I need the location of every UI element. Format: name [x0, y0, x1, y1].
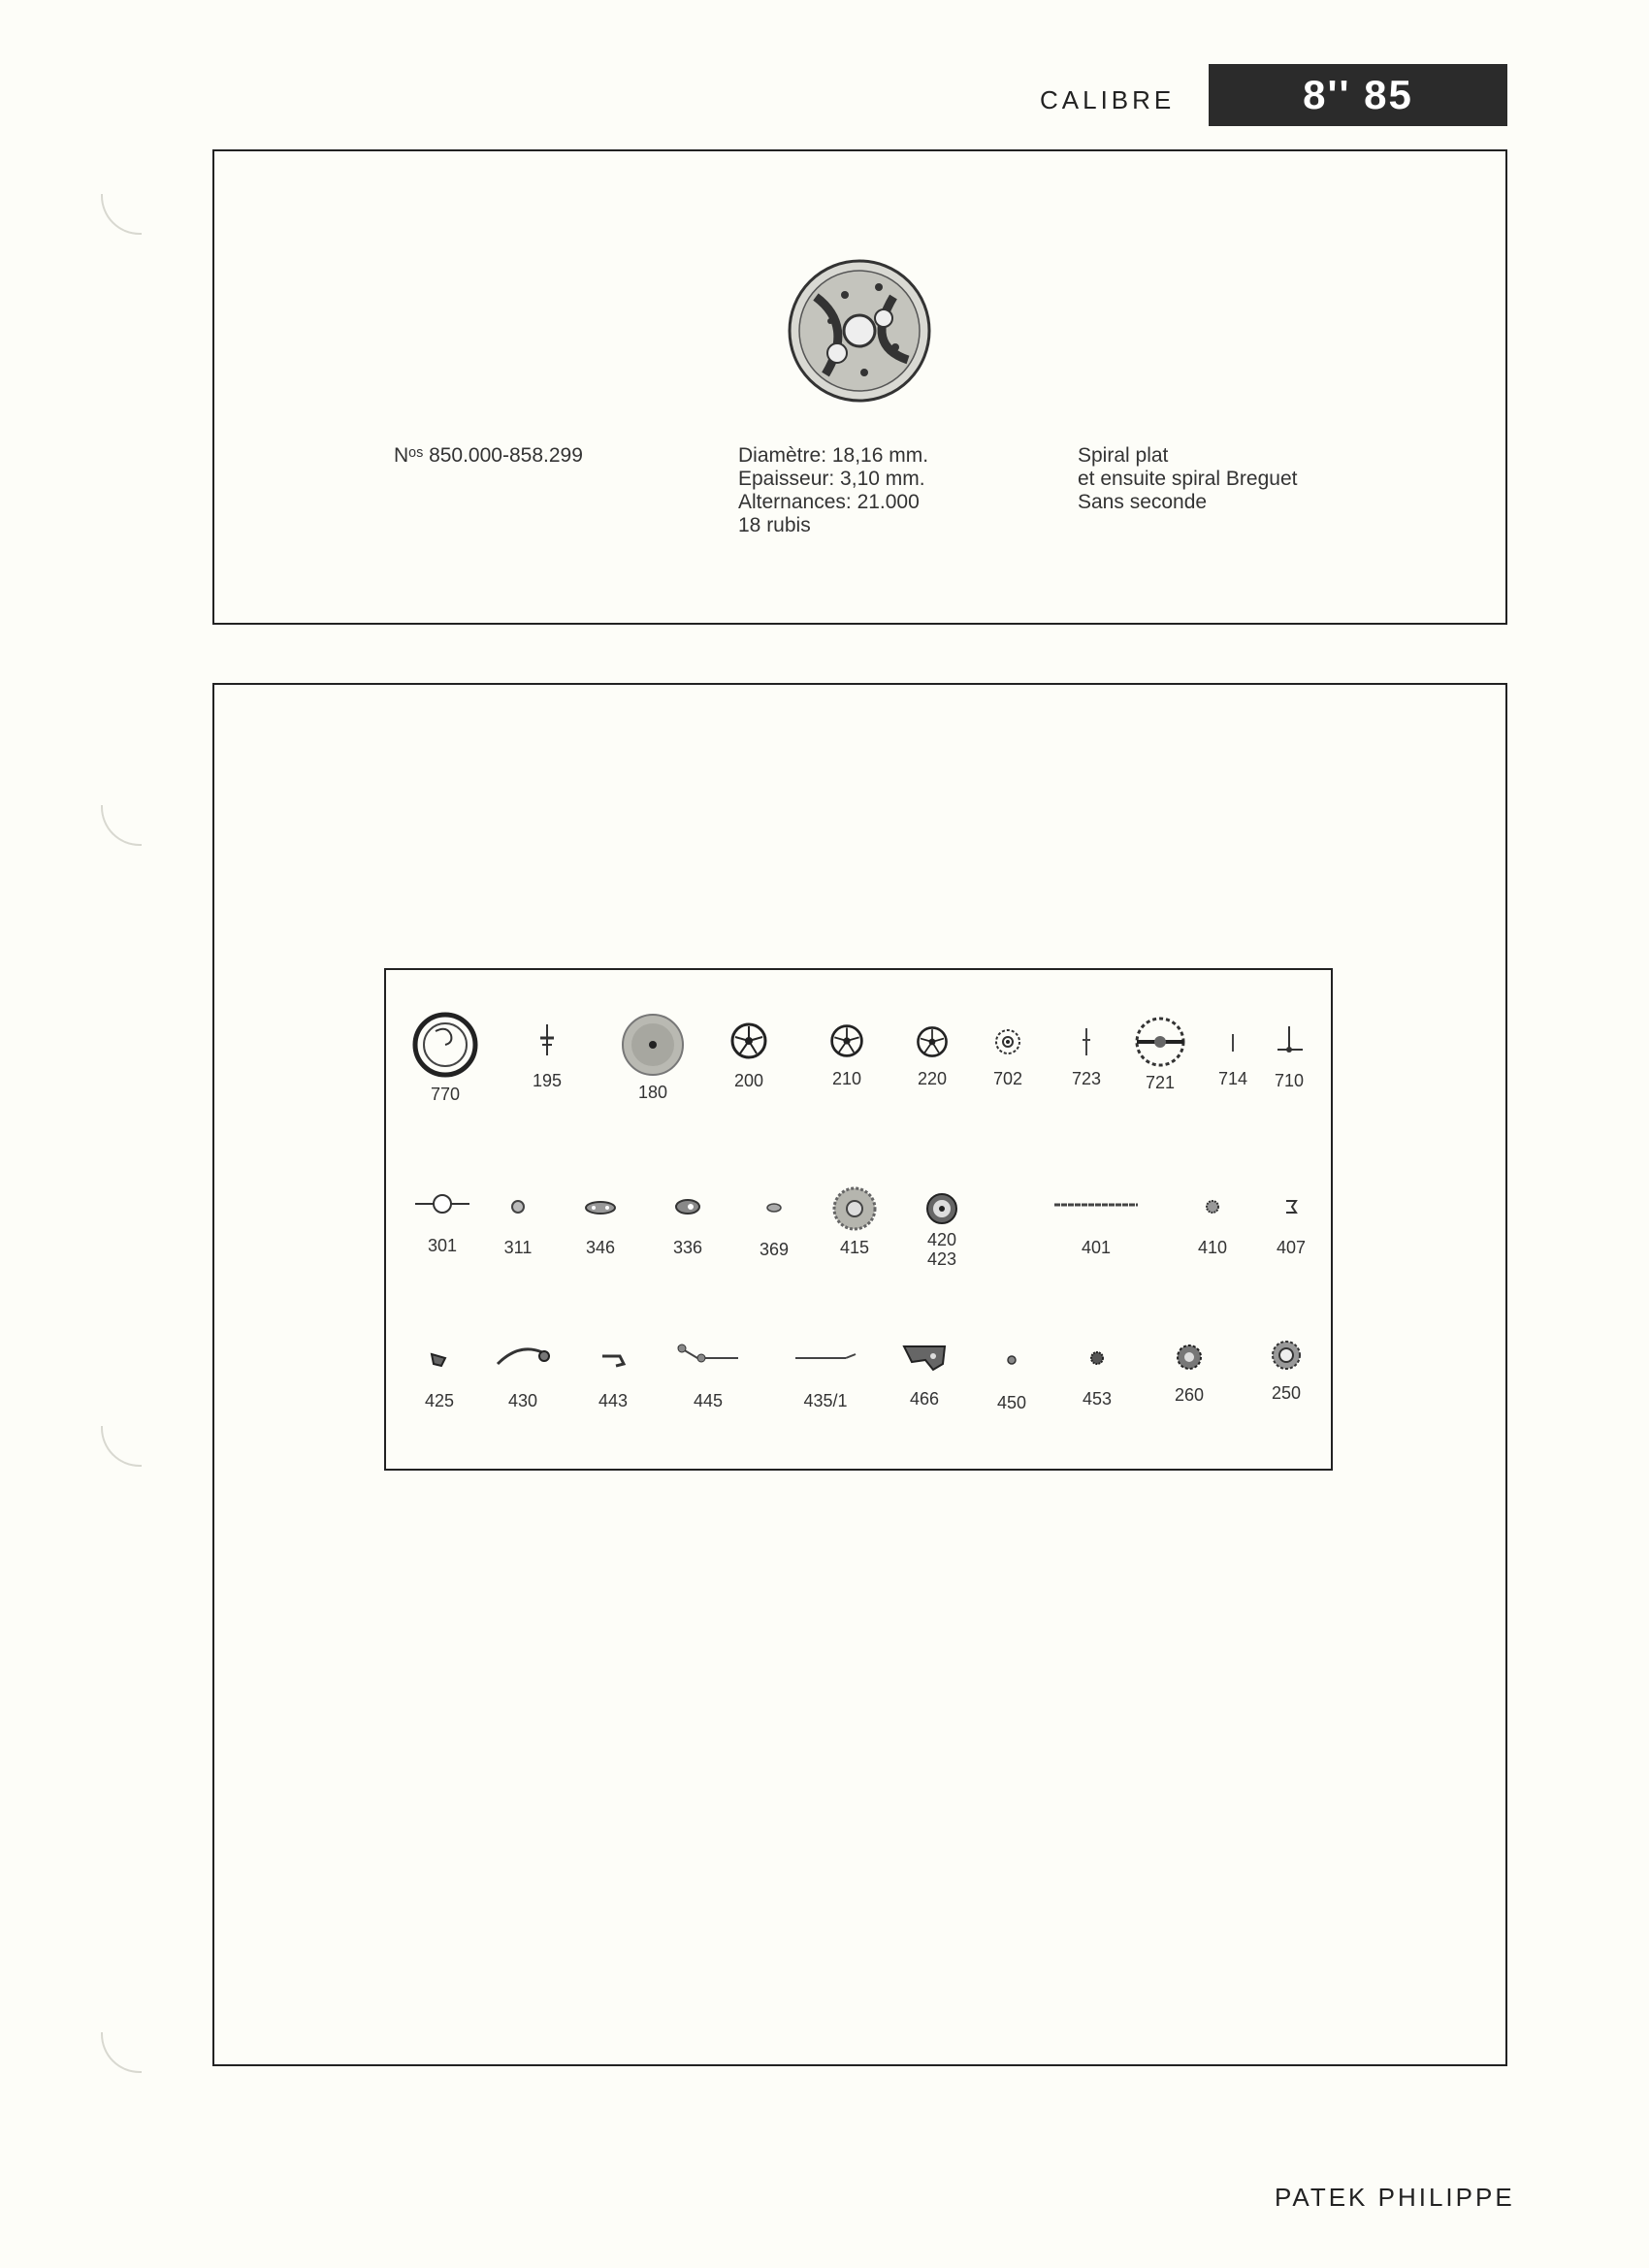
wheel-icon — [828, 1022, 865, 1059]
part-311: 311 — [465, 1197, 571, 1257]
part-301: 301 — [389, 1191, 496, 1255]
minute-wheel-icon — [1175, 1343, 1204, 1372]
winding-stem-icon — [413, 1191, 471, 1216]
part-260: 260 — [1136, 1343, 1243, 1405]
lever-icon — [598, 1350, 628, 1370]
part-430: 430 — [469, 1341, 576, 1410]
part-401: 401 — [1033, 1199, 1159, 1257]
binder-hole — [101, 805, 142, 846]
pinion-icon — [508, 1197, 528, 1216]
movement-photo — [787, 258, 932, 404]
movement-specs: Diamètre: 18,16 mm. Epaisseur: 3,10 mm. Alternances: 21.000 18 rubis — [738, 444, 929, 536]
wheel-icon — [728, 1021, 769, 1061]
stem-icon — [1052, 1199, 1140, 1211]
part-200: 200 — [695, 1021, 802, 1090]
part-723: 723 — [1033, 1024, 1140, 1088]
setting-lever-icon — [673, 1197, 702, 1216]
pinion-icon — [1203, 1197, 1222, 1216]
part-453: 453 — [1044, 1348, 1150, 1409]
part-445: 445 — [655, 1341, 761, 1410]
part-425: 425 — [386, 1350, 493, 1410]
screw-icon — [1282, 1197, 1300, 1216]
part-210: 210 — [793, 1022, 900, 1088]
part-410: 410 — [1159, 1197, 1266, 1257]
yoke-icon — [674, 1341, 742, 1370]
part-770: 770 — [392, 1011, 499, 1104]
part-466: 466 — [871, 1343, 978, 1409]
part-450: 450 — [958, 1352, 1065, 1412]
balance-staff-icon — [533, 1021, 562, 1059]
part-714: 714 — [1180, 1028, 1286, 1088]
part-407: 407 — [1238, 1197, 1344, 1257]
barrel-icon — [621, 1013, 685, 1077]
crown-wheel-icon — [831, 1185, 878, 1232]
click-icon — [428, 1350, 451, 1370]
part-702: 702 — [954, 1024, 1061, 1088]
spring-icon — [793, 1350, 857, 1366]
binder-hole — [101, 2032, 142, 2073]
spring-icon — [764, 1201, 784, 1215]
plate-icon — [900, 1343, 949, 1374]
click-spring-icon — [494, 1341, 552, 1370]
movement-panel — [212, 149, 1507, 625]
bridge-piece-icon — [584, 1199, 617, 1216]
part-369: 369 — [721, 1201, 827, 1259]
parts-diagram — [384, 968, 1333, 1471]
serial-numbers: Nᵒˢ 850.000-858.299 — [394, 444, 583, 467]
hour-wheel-icon — [1270, 1339, 1303, 1372]
part-721: 721 — [1107, 1015, 1213, 1092]
pin-icon — [1077, 1024, 1096, 1059]
movement-notes: Spiral plat et ensuite spiral Breguet Sans seconde — [1078, 444, 1298, 513]
wheel-icon — [915, 1024, 950, 1059]
part-443: 443 — [560, 1350, 666, 1410]
part-710: 710 — [1236, 1021, 1342, 1090]
jewel-icon — [1004, 1352, 1019, 1368]
part-250: 250 — [1233, 1339, 1340, 1403]
part-195: 195 — [494, 1021, 600, 1090]
binder-hole — [101, 194, 142, 235]
part-415: 415 — [801, 1185, 908, 1257]
part-420-423: 420 423 — [889, 1191, 995, 1269]
part-435-1: 435/1 — [772, 1350, 879, 1410]
calibre-number: 8'' 85 — [1209, 64, 1507, 126]
ratchet-wheel-icon — [924, 1191, 959, 1226]
escape-wheel-icon — [990, 1024, 1025, 1059]
hairspring-icon — [411, 1011, 479, 1079]
part-180: 180 — [599, 1013, 706, 1102]
brand-footer: PATEK PHILIPPE — [1275, 2183, 1515, 2212]
binder-hole — [101, 1426, 142, 1467]
calibre-label: CALIBRE — [1040, 85, 1176, 114]
pallet-fork-icon — [1270, 1021, 1309, 1059]
pinion-icon — [1087, 1348, 1107, 1368]
part-336: 336 — [634, 1197, 741, 1257]
part-220: 220 — [879, 1024, 986, 1088]
part-346: 346 — [547, 1199, 654, 1257]
